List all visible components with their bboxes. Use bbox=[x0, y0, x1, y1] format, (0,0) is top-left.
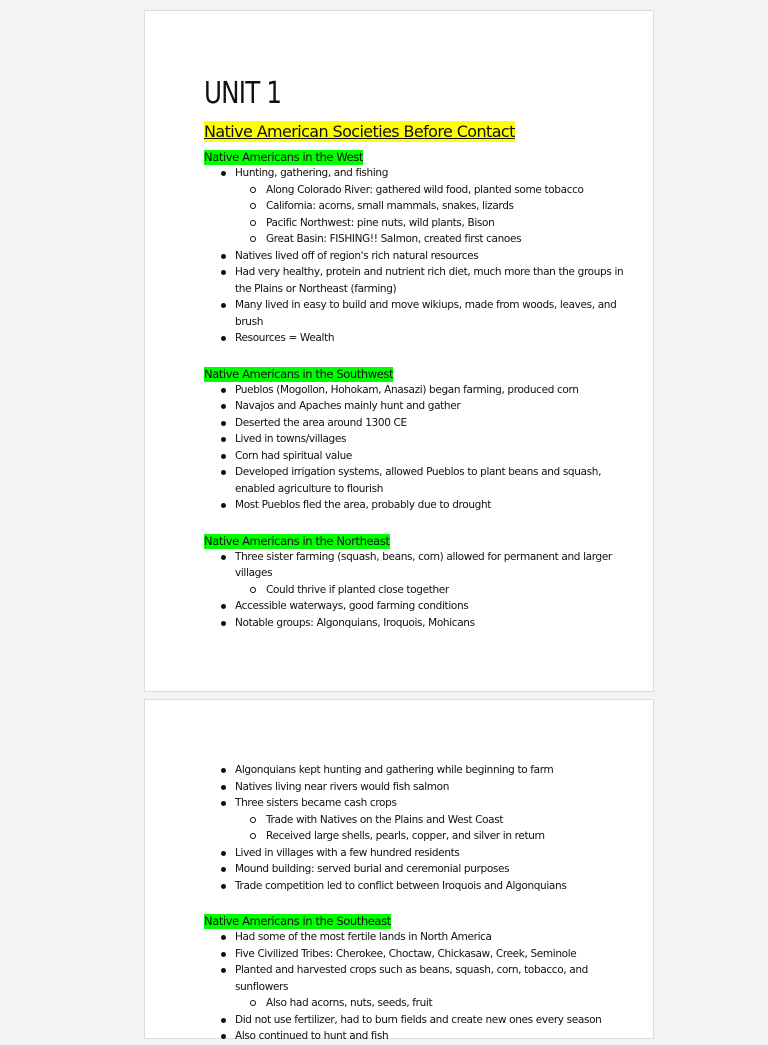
list-item-text: Natives lived off of region's rich natural resources bbox=[235, 249, 479, 262]
bullet-icon bbox=[221, 801, 226, 806]
list-item bbox=[204, 448, 633, 465]
sub-list-item bbox=[235, 828, 633, 845]
bullet-icon bbox=[221, 388, 226, 393]
list-item-text: Algonquians kept hunting and gathering while beginning to farm bbox=[235, 764, 554, 776]
list-item bbox=[204, 845, 633, 862]
bullet-icon bbox=[221, 1034, 226, 1039]
sub-list-item-text: Trade with Natives on the Plains and West Coast bbox=[266, 813, 504, 826]
hollow-bullet-icon bbox=[250, 587, 256, 593]
sub-bullet-list bbox=[235, 182, 633, 248]
hollow-bullet-icon bbox=[250, 187, 256, 193]
list-item-text: Pueblos (Mogollon, Hohokam, Anasazi) began farming, produced corn bbox=[235, 383, 579, 396]
list-item-text: Most Pueblos fled the area, probably due to drought bbox=[235, 499, 492, 511]
list-item bbox=[204, 795, 633, 845]
section-spacer bbox=[204, 347, 633, 363]
bullet-icon bbox=[221, 968, 226, 973]
list-item-text: Resources = Wealth bbox=[235, 332, 335, 344]
section-heading: Native Americans in the Southeast bbox=[204, 914, 391, 928]
sub-list-item-text: Great Basin: FISHING!! Salmon, created first canoes bbox=[266, 233, 522, 245]
list-item-text: Hunting, gathering, and fishing bbox=[235, 167, 389, 179]
bullet-icon bbox=[221, 621, 226, 626]
list-item-text: Accessible waterways, good farming conditions bbox=[235, 600, 469, 612]
bullet-list bbox=[204, 165, 633, 347]
list-item-text: Three sisters became cash crops bbox=[235, 797, 397, 809]
sub-list-item bbox=[235, 812, 633, 829]
list-item-text: Lived in villages with a few hundred residents bbox=[235, 846, 460, 859]
list-item-text: Navajos and Apaches mainly hunt and gather bbox=[235, 400, 461, 412]
bullet-icon bbox=[221, 768, 226, 773]
sub-list-item bbox=[235, 582, 633, 599]
list-item bbox=[204, 464, 633, 497]
list-item-text: Corn had spiritual value bbox=[235, 449, 353, 462]
list-item-text: Natives living near rivers would fish salmon bbox=[235, 780, 450, 793]
list-item bbox=[204, 382, 633, 399]
sub-list-item bbox=[235, 995, 633, 1012]
list-item bbox=[204, 248, 633, 265]
sub-list-item-text: California: acorns, small mammals, snakes, lizards bbox=[266, 200, 514, 212]
list-item bbox=[204, 878, 633, 895]
bullet-icon bbox=[221, 555, 226, 560]
page-2-sections bbox=[204, 894, 633, 1045]
hollow-bullet-icon bbox=[250, 236, 256, 242]
sub-list-item bbox=[235, 198, 633, 215]
bullet-icon bbox=[221, 270, 226, 275]
list-item-text: Notable groups: Algonquians, Iroquois, Mohicans bbox=[235, 616, 475, 629]
bullet-icon bbox=[221, 454, 226, 459]
list-item-text: Had some of the most fertile lands in North America bbox=[235, 931, 492, 943]
list-item bbox=[204, 297, 633, 330]
bullet-icon bbox=[221, 785, 226, 790]
list-item-text: Three sister farming (squash, beans, corn) allowed for permanent and larger villages bbox=[235, 550, 612, 579]
list-item-text: Deserted the area around 1300 CE bbox=[235, 416, 407, 429]
list-item bbox=[204, 1028, 633, 1045]
sub-list-item bbox=[235, 231, 633, 248]
list-item bbox=[204, 962, 633, 1012]
list-item bbox=[204, 762, 633, 779]
section-spacer bbox=[204, 894, 633, 910]
list-item bbox=[204, 1012, 633, 1029]
sub-bullet-list bbox=[235, 582, 633, 599]
sub-list-item-text: Received large shells, pearls, copper, and silver in return bbox=[266, 830, 545, 842]
list-item bbox=[204, 431, 633, 448]
bullet-icon bbox=[221, 851, 226, 856]
sub-list-item-text: Could thrive if planted close together bbox=[266, 583, 449, 596]
list-item bbox=[204, 615, 633, 632]
sub-list-item bbox=[235, 215, 633, 232]
bullet-list bbox=[204, 549, 633, 632]
sub-list-item-text: Pacific Northwest: pine nuts, wild plants, Bison bbox=[266, 216, 495, 229]
list-item-text: Five Civilized Tribes: Cherokee, Choctaw, Chickasaw, Creek, Seminole bbox=[235, 947, 577, 960]
list-item bbox=[204, 861, 633, 878]
list-item-text: Many lived in easy to build and move wikiups, made from woods, leaves, and brush bbox=[235, 299, 617, 328]
list-item-text: Had very healthy, protein and nutrient rich diet, much more than the groups in the Plains or Northeast (farming) bbox=[235, 266, 624, 295]
bullet-icon bbox=[221, 470, 226, 475]
hollow-bullet-icon bbox=[250, 220, 256, 226]
list-item-text: Did not use fertilizer, had to burn fields and create new ones every season bbox=[235, 1013, 602, 1026]
bullet-icon bbox=[221, 952, 226, 957]
bullet-icon bbox=[221, 604, 226, 609]
list-item bbox=[204, 165, 633, 248]
list-item bbox=[204, 264, 633, 297]
list-item-text: Developed irrigation systems, allowed Pueblos to plant beans and squash, enabled agriculture to flourish bbox=[235, 466, 602, 495]
list-item-text: Planted and harvested crops such as beans, squash, corn, tobacco, and sunflowers bbox=[235, 964, 588, 993]
page-1-sections bbox=[204, 146, 633, 631]
unit-title: UNIT 1 bbox=[204, 76, 282, 111]
list-item bbox=[204, 779, 633, 796]
bullet-list bbox=[204, 929, 633, 1045]
list-item-text: Lived in towns/villages bbox=[235, 433, 347, 445]
bullet-list bbox=[204, 762, 633, 894]
bullet-icon bbox=[221, 421, 226, 426]
sub-list-item-text: Also had acorns, nuts, seeds, fruit bbox=[266, 997, 433, 1009]
unit-subtitle: Native American Societies Before Contact bbox=[204, 122, 515, 141]
bullet-icon bbox=[221, 437, 226, 442]
list-item bbox=[204, 946, 633, 963]
section-heading: Native Americans in the Southwest bbox=[204, 366, 394, 381]
list-item bbox=[204, 330, 633, 347]
list-item-text: Trade competition led to conflict between Iroquois and Algonquians bbox=[235, 879, 567, 892]
list-item bbox=[204, 497, 633, 514]
list-item bbox=[204, 598, 633, 615]
section-heading: Native Americans in the Northeast bbox=[204, 533, 390, 548]
document-page-1 bbox=[144, 10, 654, 692]
bullet-icon bbox=[221, 884, 226, 889]
page-2-continued-list bbox=[204, 762, 633, 894]
bullet-icon bbox=[221, 171, 226, 176]
bullet-icon bbox=[221, 867, 226, 872]
bullet-list bbox=[204, 382, 633, 514]
bullet-icon bbox=[221, 935, 226, 940]
bullet-icon bbox=[221, 303, 226, 308]
hollow-bullet-icon bbox=[250, 833, 256, 839]
sub-list-item-text: Along Colorado River: gathered wild food, planted some tobacco bbox=[266, 183, 584, 196]
list-item-text: Also continued to hunt and fish bbox=[235, 1030, 389, 1042]
bullet-icon bbox=[221, 336, 226, 341]
hollow-bullet-icon bbox=[250, 203, 256, 209]
sub-list-item bbox=[235, 182, 633, 199]
section-heading: Native Americans in the West bbox=[204, 150, 364, 164]
sub-bullet-list bbox=[235, 995, 633, 1012]
section-spacer bbox=[204, 514, 633, 530]
document-page-2 bbox=[144, 699, 654, 1042]
list-item bbox=[204, 415, 633, 432]
list-item bbox=[204, 549, 633, 599]
hollow-bullet-icon bbox=[250, 817, 256, 823]
list-item-text: Mound building: served burial and ceremonial purposes bbox=[235, 863, 510, 875]
bullet-icon bbox=[221, 1018, 226, 1023]
bullet-icon bbox=[221, 254, 226, 259]
bullet-icon bbox=[221, 404, 226, 409]
list-item bbox=[204, 929, 633, 946]
bullet-icon bbox=[221, 503, 226, 508]
sub-bullet-list bbox=[235, 812, 633, 845]
hollow-bullet-icon bbox=[250, 1000, 256, 1006]
page-2-content bbox=[204, 762, 633, 1045]
page-1-content bbox=[204, 77, 633, 631]
list-item bbox=[204, 398, 633, 415]
